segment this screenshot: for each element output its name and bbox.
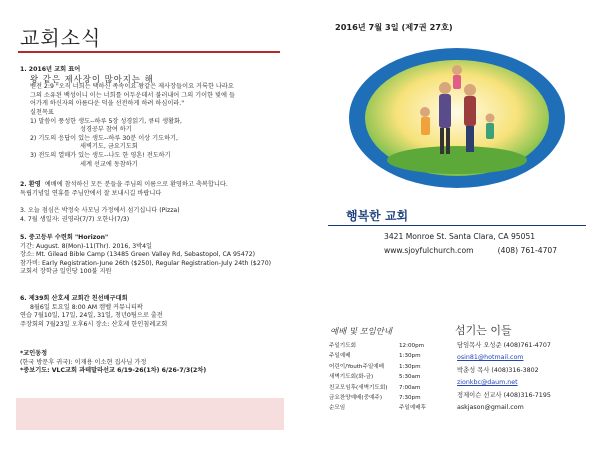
retreat-dates: 기간: August. 8(Mon)-11(Thr). 2016, 3박4일 (20, 242, 153, 250)
welcome-line-2: 독립기념일 연휴를 주님안에서 잘 보내시길 바랍니다 (20, 189, 162, 197)
goal-3: 3) 전도의 열매가 있는 생도--나도 한 영혼! 전도하기 (30, 151, 171, 159)
schedule-name: 친교모임후(새벽기도회) (329, 384, 388, 391)
church-contact (384, 246, 557, 255)
schedule-row (329, 341, 426, 351)
schedule-time: 12:00pm (399, 343, 425, 349)
schedule-row (329, 383, 426, 393)
welcome-text: 예배에 참석하신 모든 분들을 주님의 이름으로 환영하고 축복합니다. (44, 181, 228, 188)
schedule-title: 예배 및 모임안내 (330, 326, 392, 336)
verse-line-2: 그의 소유된 백성이니 이는 너희를 어두운데서 불러내어 그의 기이한 빛에 들 (30, 91, 235, 99)
motto-title: 왕 같은 제사장이 많아지는 해 (30, 73, 154, 84)
volleyball-date: 8월6일 토요일 8:00 AM 캠벨 커뮤니티팍 (30, 303, 143, 311)
schedule-name: 주일예배 (329, 353, 351, 360)
goal-1: 1) 말씀이 풍성한 생도--하루 5장 성경읽기, 큐티 생활화, (30, 117, 182, 125)
members-news: (한국 방문후 귀국): 이재용 이소현 집사님 가정 (20, 358, 147, 366)
schedule-name: 새벽기도회(화-금) (329, 374, 374, 381)
schedule-name: 순모임 (329, 405, 346, 412)
bulletin-date: 2016년 7월 3일 (제7권 27호) (335, 22, 453, 32)
verse-line-3: 어가게 하신자의 아름다운 덕을 선전하게 하려 하심이라." (30, 100, 185, 108)
schedule-name: 금요찬양예배(중예주) (329, 395, 382, 402)
church-phone: (408) 761-4707 (497, 246, 558, 255)
retreat-location: 장소: Mt. Gilead Bible Camp (13485 Green Valley Rd, Sebastopol, CA 95472) (20, 251, 256, 259)
staff-associate: 박춘성 목사 (408)316-3802 (457, 366, 539, 374)
volleyball-heading: 6. 제39회 산호세 교회간 친선배구대회 (20, 295, 128, 302)
schedule-row (329, 403, 426, 413)
schedule-time: 5:30am (399, 374, 421, 381)
schedule-name: 어린이/Youth주일예배 (329, 363, 385, 370)
retreat-scholarship: 교회서 장학금 일인당 100불 지원 (20, 268, 112, 276)
schedule-time: 주일예배후 (399, 405, 427, 412)
goal-2-cont: 새벽기도, 금요기도회 (80, 143, 138, 151)
page-title: 교회소식 (20, 26, 102, 50)
welcome-heading: 2. 환영 (20, 181, 41, 188)
schedule-time: 1:30pm (399, 363, 421, 370)
goal-2: 2) 기도의 응답이 있는 생도--하루 30분 이상 기도하기, (30, 134, 178, 142)
schedule-row (329, 372, 426, 382)
staff-title: 섬기는 이들 (455, 324, 512, 337)
lunch-note: 3. 오늘 점심은 박정숙 사모님 가정에서 섬기십니다 (Pizza) (20, 207, 180, 214)
schedule-row (329, 362, 426, 372)
staff-associate-email[interactable]: zionkbc@daum.net (457, 379, 518, 387)
schedule-list (329, 341, 426, 414)
ground (387, 146, 527, 174)
church-address: 3421 Monroe St. Santa Clara, CA 95051 (384, 232, 536, 241)
schedule-time: 7:00am (399, 384, 421, 391)
church-name: 행복한 교회 (346, 209, 409, 223)
members-heading: *교인동정 (20, 350, 48, 357)
schedule-time: 7:30pm (399, 395, 421, 402)
goal-1-cont: 성경공부 참여 하기 (80, 126, 132, 134)
schedule-name: 주일기도회 (329, 343, 357, 349)
staff-missionary: 정제이슨 선교사 (408)316-7195 (457, 391, 551, 399)
staff-list (457, 340, 551, 414)
staff-missionary-email: askjason@gmail.com (457, 404, 524, 412)
verse-line-1: 벧전 2:9 "오직 너희는 택하신 족속이요 왕같은 제사장들이요 거룩한 나라요 (30, 83, 234, 91)
church-divider (328, 225, 586, 226)
retreat-heading: 5. 중고등부 수련회 "Horizon" (20, 234, 109, 241)
schedule-row (329, 393, 426, 403)
volleyball-practice: 연습 7월10일, 17일, 24일, 31일, 청년0팀으로 출전 (20, 312, 163, 320)
church-website[interactable]: www.sjoyfulchurch.com (384, 246, 474, 255)
volleyball-meeting: 주장회의 7월23일 오후6시 장소: 산호세 한인침례교회 (20, 320, 168, 328)
schedule-row (329, 351, 426, 361)
staff-pastor: 담임목사 오성준 (408)761-4707 (457, 342, 551, 349)
schedule-time: 1:30pm (399, 353, 421, 360)
goal-3-cont: 세계 선교에 동참하기 (80, 160, 138, 168)
staff-pastor-email[interactable]: osin81@hotmail.com (457, 354, 524, 362)
prayer-request: *중보기도: VLC교회 과테말라선교 6/19-26(1차) 6/26-7/3(2차) (20, 367, 207, 375)
motto-heading: 1. 2016년 교회 표어 (20, 66, 81, 73)
goals-title: 실천목표 (30, 108, 54, 116)
birthdays: 4. 7월 생일자: 권영라(7/7) 오한나(7/3) (20, 215, 130, 223)
retreat-fee: 참가비: Early Registration-June 26th ($250), Regular Registration-July 24th ($270) (20, 259, 272, 267)
family-illustration (345, 40, 570, 190)
